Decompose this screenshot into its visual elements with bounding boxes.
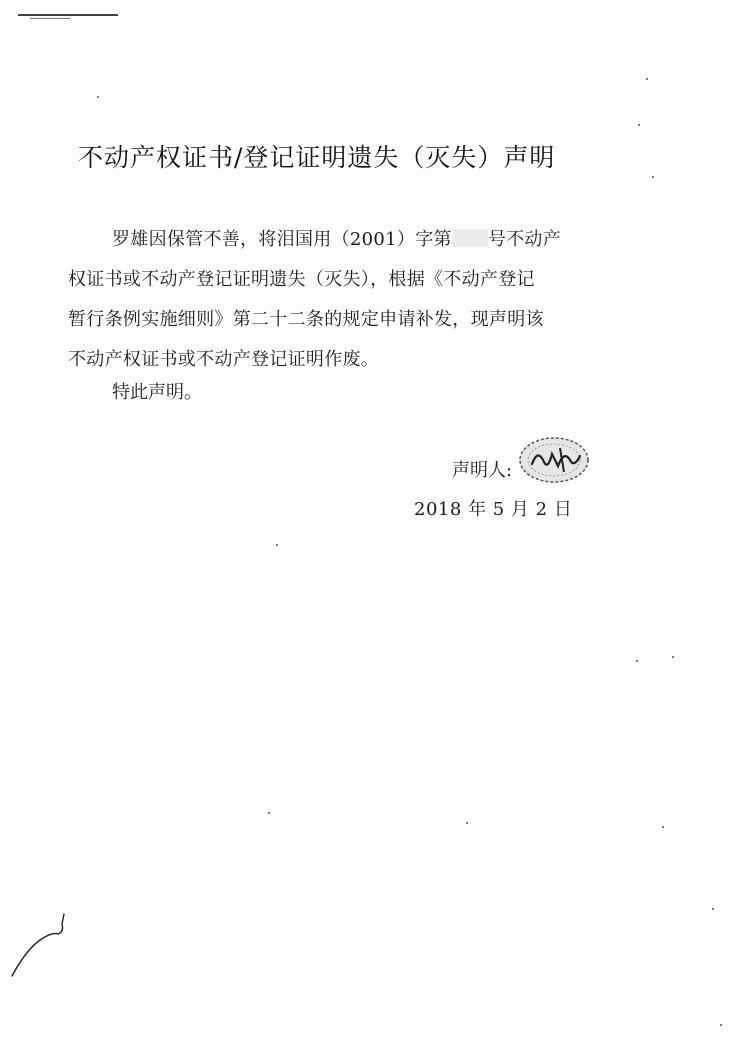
- paragraph-line-4: 不动产权证书或不动产登记证明作废。: [68, 349, 380, 370]
- scan-speck: [97, 96, 99, 98]
- scan-speck: [712, 908, 714, 910]
- scan-speck: [720, 1024, 722, 1026]
- scan-artifact: [18, 14, 118, 16]
- scan-speck: [672, 656, 674, 658]
- paragraph-line-1-start: 罗雄因保管不善，将泪国用（2001）字第: [112, 229, 452, 250]
- paragraph-line-3: 暂行条例实施细则》第二十二条的规定申请补发，现声明该: [68, 309, 544, 330]
- paragraph-line-1-end: 号不动产: [487, 229, 562, 250]
- redacted-number: [452, 229, 488, 247]
- scan-speck: [652, 176, 654, 178]
- paragraph-line-1: [68, 220, 608, 260]
- declaration-paragraph: [68, 220, 608, 380]
- signer-label: 声明人:: [452, 460, 513, 481]
- page-title: 不动产权证书/登记证明遗失（灭失）声明: [78, 143, 556, 172]
- paragraph-line-2: 权证书或不动产登记证明遗失（灭失），根据《不动产登记: [68, 269, 535, 290]
- closing-statement: 特此声明。: [112, 382, 202, 403]
- scan-speck: [268, 812, 270, 814]
- scan-speck: [466, 822, 468, 824]
- scan-artifact: [30, 18, 70, 19]
- scan-speck: [646, 78, 648, 80]
- scan-speck: [276, 544, 278, 546]
- scan-speck: [636, 660, 638, 662]
- scan-speck: [662, 826, 664, 828]
- pen-mark: [6, 910, 76, 980]
- scan-speck: [638, 124, 640, 126]
- signature-date: 2018 年 5 月 2 日: [414, 499, 573, 520]
- signature-seal: [514, 434, 594, 486]
